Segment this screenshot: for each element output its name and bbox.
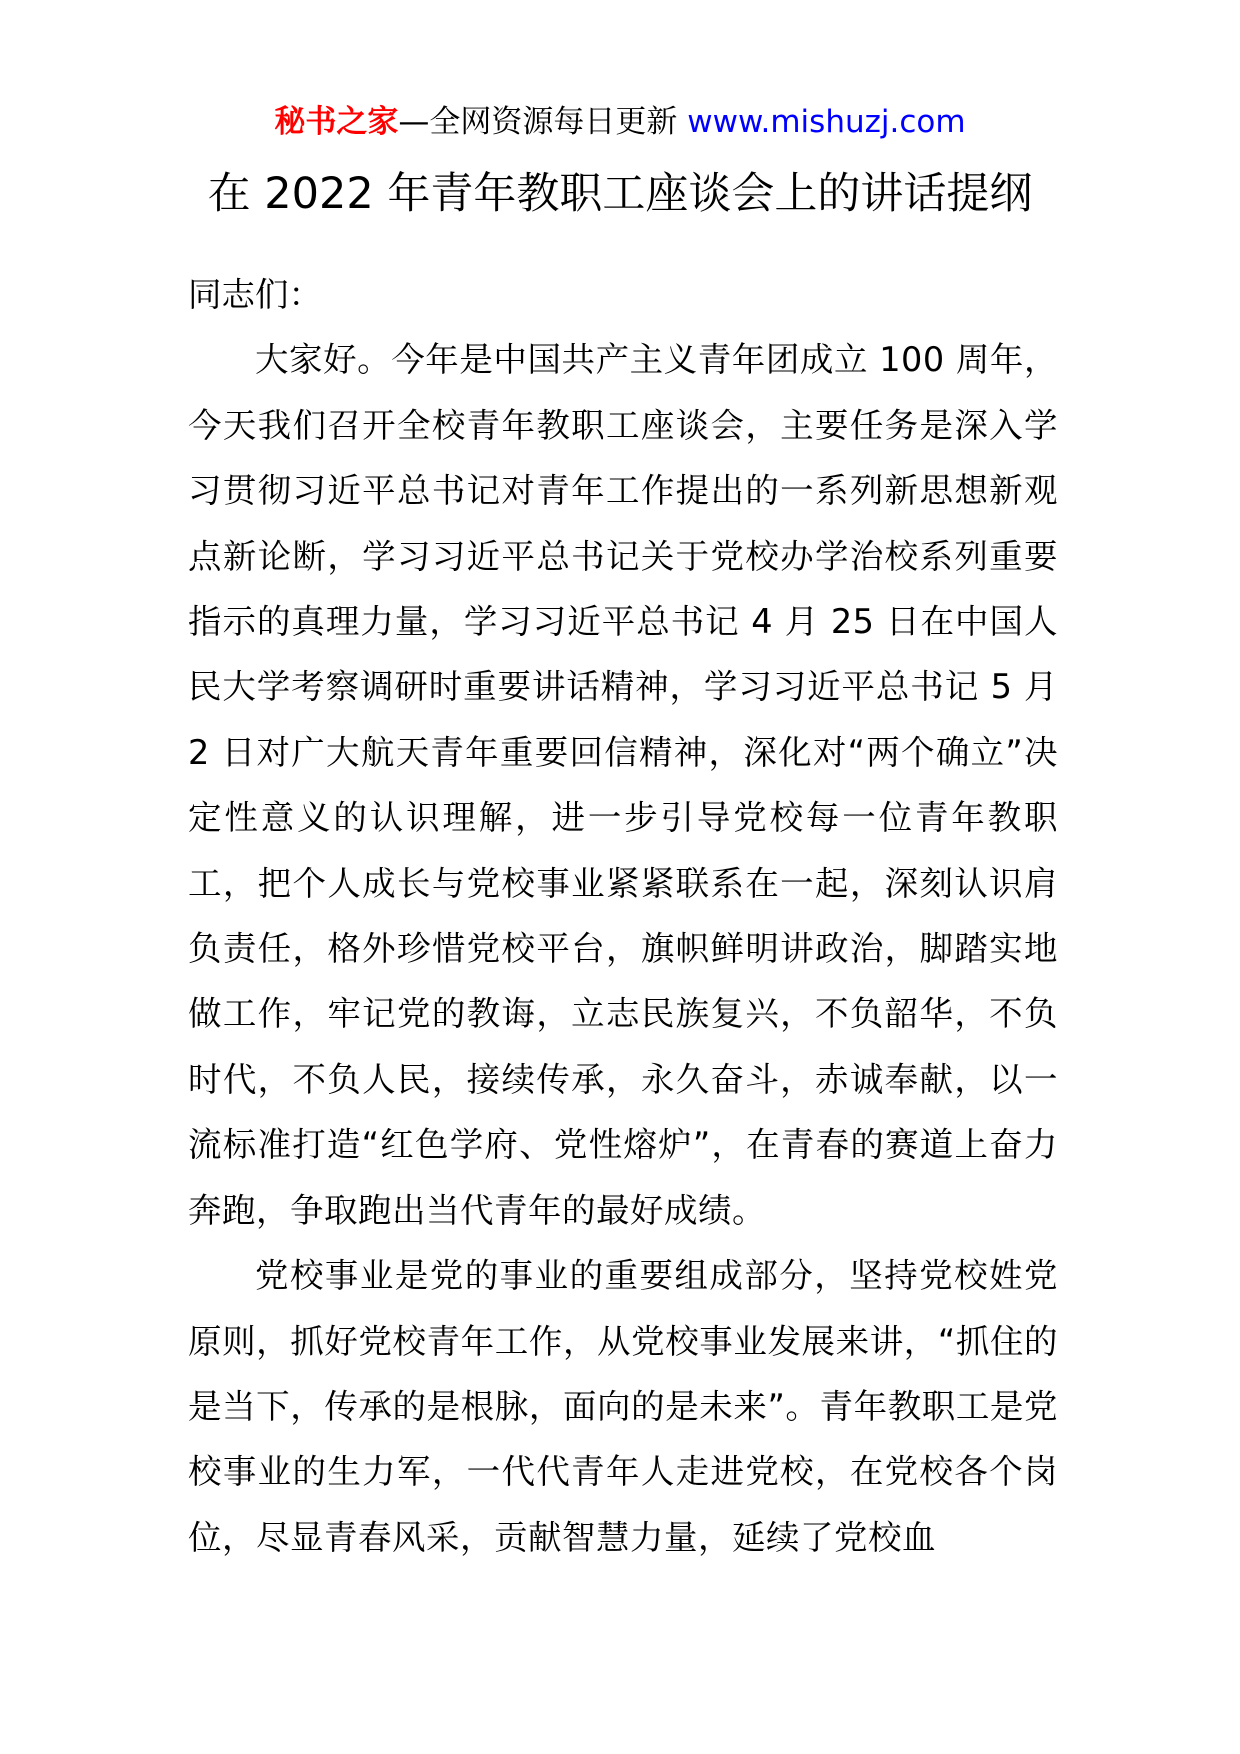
salutation: 同志们： xyxy=(188,275,322,314)
document-title: 在 2022 年青年教职工座谈会上的讲话提纲 xyxy=(207,169,1033,219)
body-paragraph: 大家好。今年是中国共产主义青年团成立 100 周年，今天我们召开全校青年教职工座谈会，主要任务是深入学习贯彻习近平总书记对青年工作提出的一系列新思想新观点新论断，学习习近平总书记关于党校办学治校系列重要指示的真理力量，学习习近平总书记 4 月 25 日在中国人民大学考察调研时重要讲话精神，学习习近平总书记 5 月 2 日对广大航天青年重要回信精神，深化对“两个确立”决定性意义的认识理解，进一步引导党校每一位青年教职工，把个人成长与党校事业紧紧联系在一起，深刻认识肩负责任，格外珍惜党校平台，旗帜鲜明讲政治，脚踏实地做工作，牢记党的教诲，立志民族复兴，不负韶华，不负时代，不负人民，接续传承，永久奋斗，赤诚奉献，以一流标准打造“红色学府、党性熔炉”，在青春的赛道上奋力奔跑，争取跑出当代青年的最好成绩。 xyxy=(188,340,1058,1230)
brand-name: 秘书之家 xyxy=(274,104,399,140)
site-banner xyxy=(0,100,1240,144)
banner-slogan: —全网资源每日更新 xyxy=(398,104,678,140)
body-paragraph: 党校事业是党的事业的重要组成部分，坚持党校姓党原则，抓好党校青年工作，从党校事业发展来讲，“抓住的是当下，传承的是根脉，面向的是未来”。青年教职工是党校事业的生力军，一代代青年人走进党校，在党校各个岗位，尽显青春风采，贡献智慧力量，延续了党校血 xyxy=(188,1256,1058,1557)
document-body xyxy=(188,262,1058,1570)
site-url-link[interactable]: www.mishuzj.com xyxy=(687,104,966,140)
